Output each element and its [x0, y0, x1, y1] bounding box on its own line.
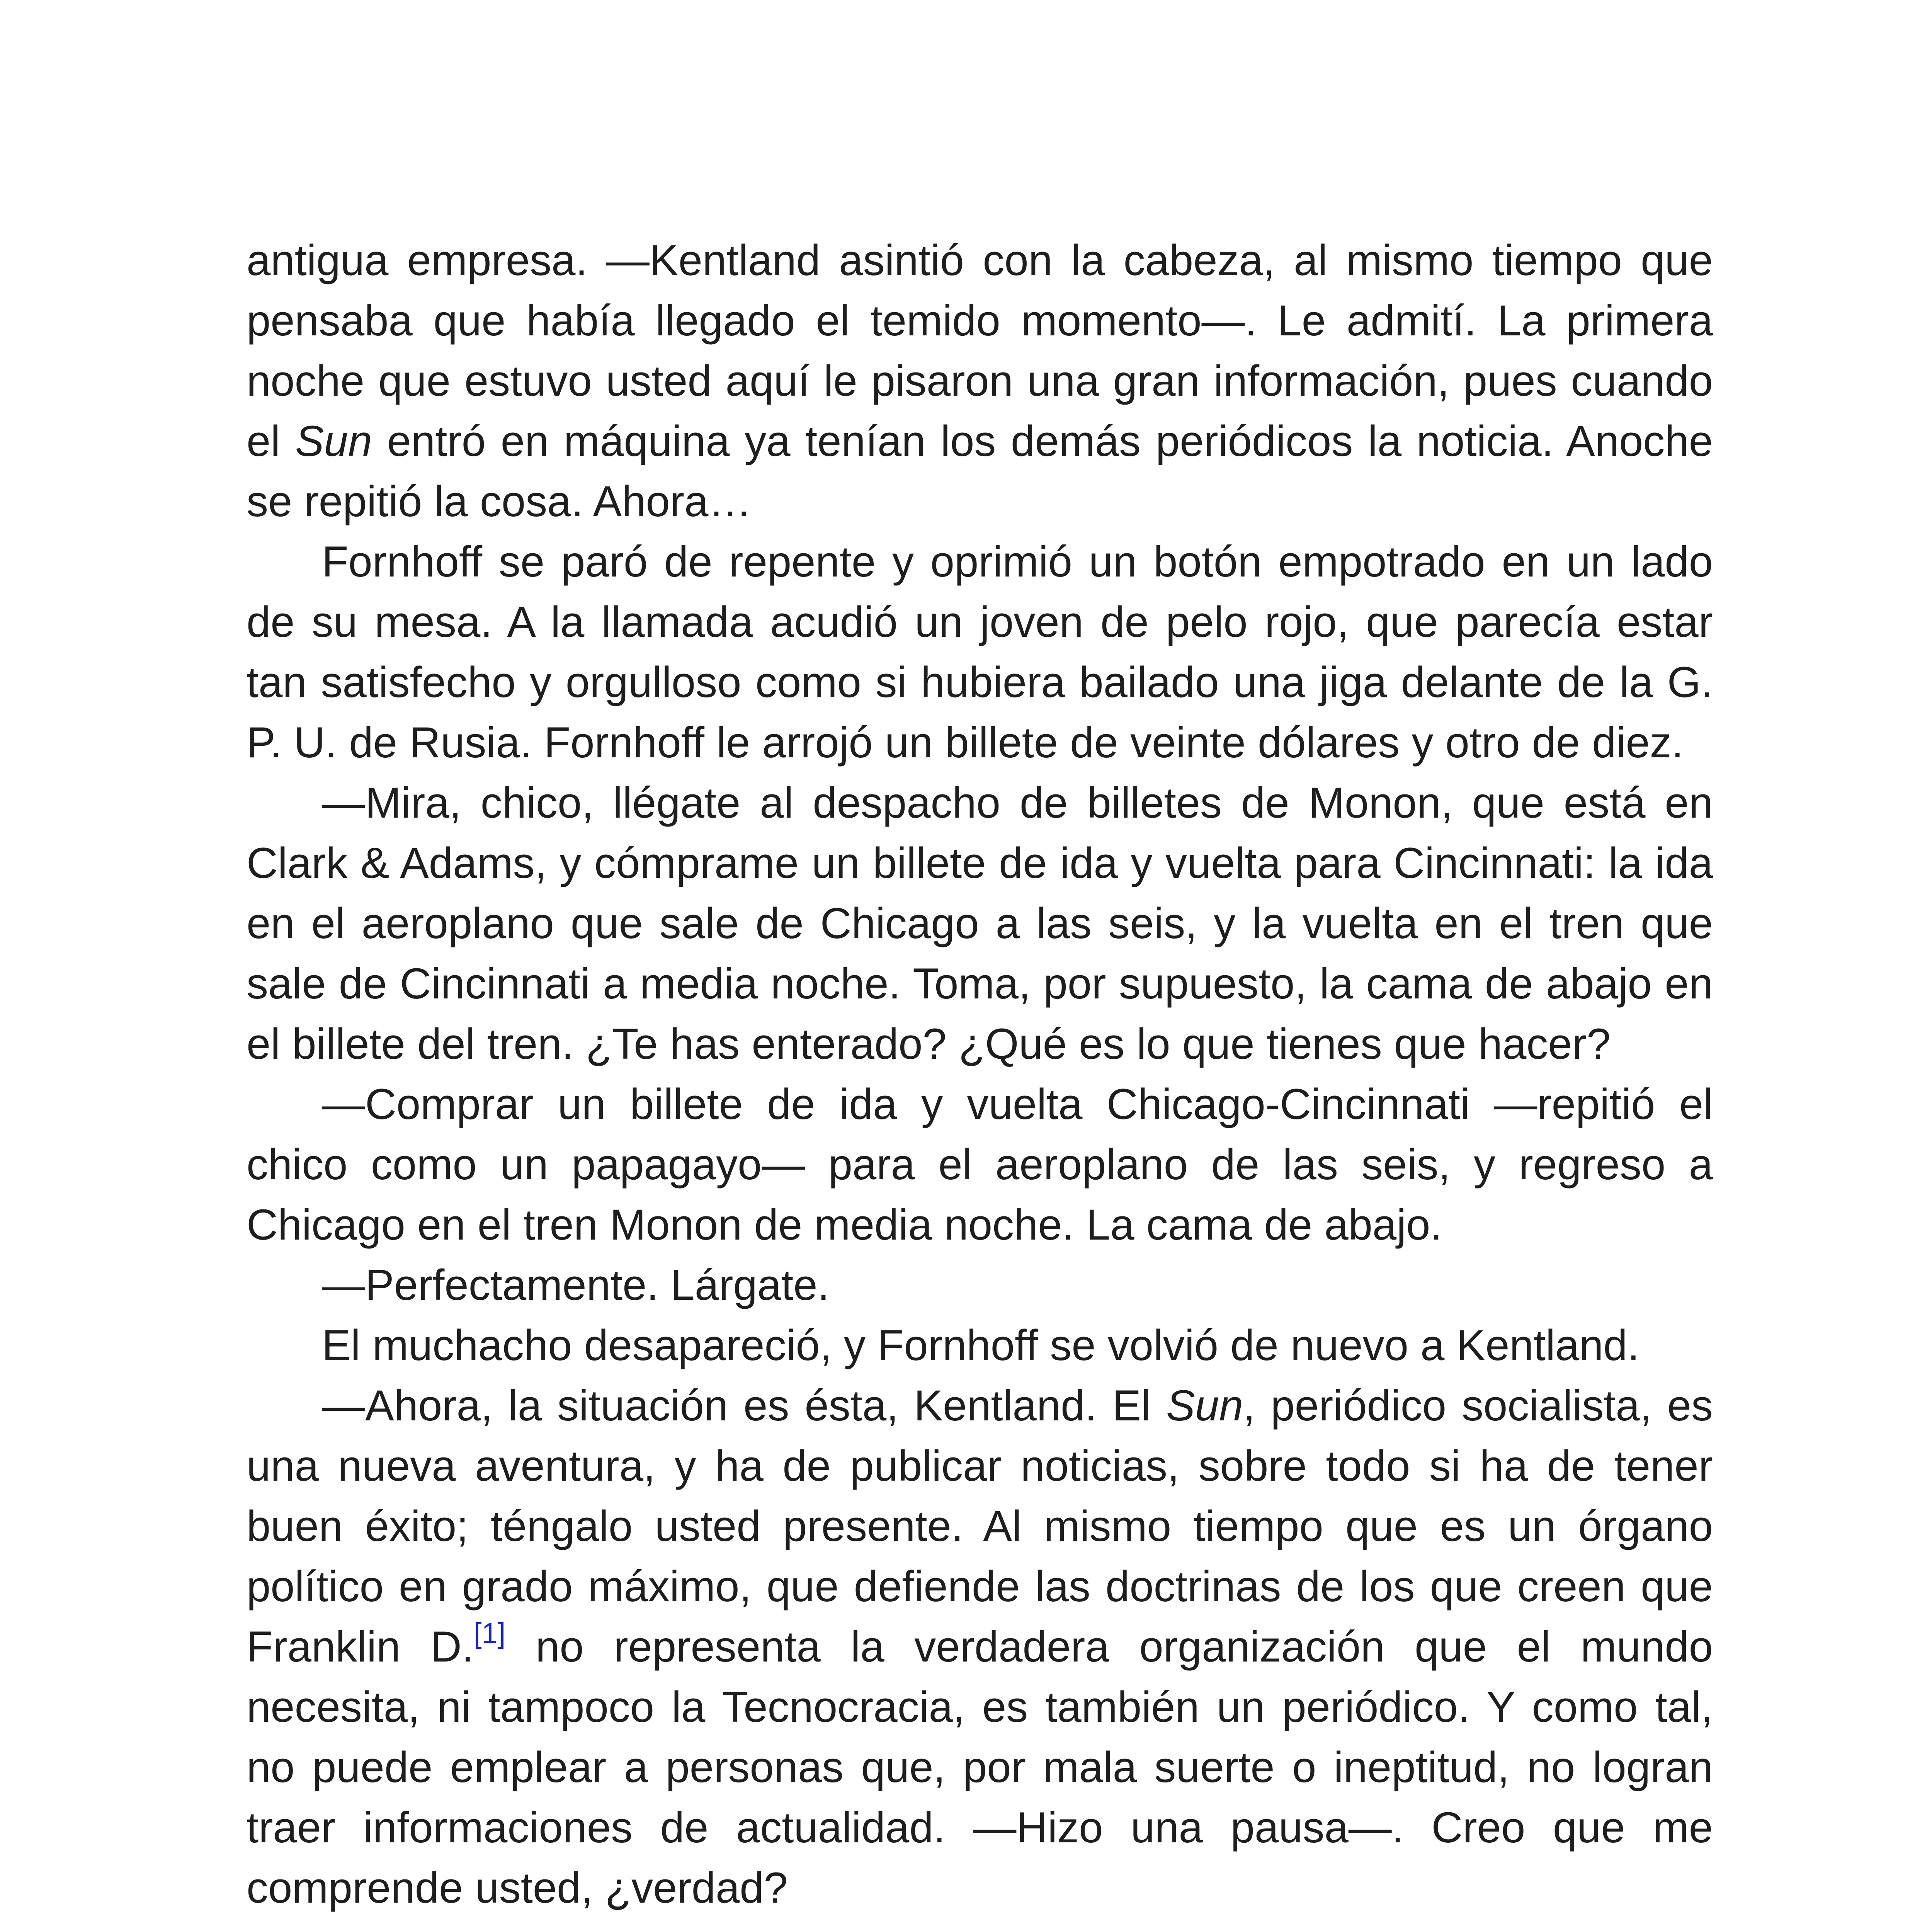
paragraph-text: , periódico socialista, es una nueva aventura, y ha de publicar noticias, sobre todo si ha de tener buen éxito; téngalo usted presente. Al mismo tiempo que es un órgano político en grado máximo, que defiende las doctrinas de los que creen que Franklin D.	[247, 1381, 1713, 1671]
paragraph	[247, 773, 1713, 1074]
book-page-text	[247, 230, 1713, 1918]
paragraph-text: El muchacho desapareció, y Fornhoff se volvió de nuevo a Kentland.	[322, 1321, 1639, 1369]
footnote-reference-link[interactable]: [1]	[474, 1617, 506, 1649]
paragraph-text: —Perfectamente. Lárgate.	[322, 1261, 830, 1309]
paragraph-text: no representa la verdadera organización que el mundo necesita, ni tampoco la Tecnocracia, es también un periódico. Y como tal, no puede emplear a personas que, por mala suerte o ineptitud, no logran traer informaciones de actualidad. —Hizo una pausa—. Creo que me comprende usted, ¿verdad?	[247, 1622, 1713, 1912]
paragraph	[247, 532, 1713, 773]
paragraph-text: Fornhoff se paró de repente y oprimió un botón empotrado en un lado de su mesa. A la llamada acudió un joven de pelo rojo, que parecía estar tan satisfecho y orgulloso como si hubiera bailado una jiga delante de la G. P. U. de Rusia. Fornhoff le arrojó un billete de veinte dólares y otro de diez.	[247, 537, 1713, 767]
paragraph-text: antigua empresa. —Kentland asintió con la cabeza, al mismo tiempo que pensaba que había llegado el temido momento—. Le admití. La primera noche que estuvo usted aquí le pisaron una gran información, pues cuando el	[247, 236, 1713, 465]
paragraph	[247, 1376, 1713, 1918]
paragraph-text: —Ahora, la situación es ésta, Kentland. El	[322, 1381, 1167, 1430]
italic-text: Sun	[295, 417, 372, 465]
paragraph-text: —Comprar un billete de ida y vuelta Chicago-Cincinnati —repitió el chico como un papagayo— para el aeroplano de las seis, y regreso a Chicago en el tren Monon de media noche. La cama de abajo.	[247, 1080, 1713, 1249]
paragraph-text: entró en máquina ya tenían los demás periódicos la noticia. Anoche se repitió la cosa. Ahora…	[247, 417, 1713, 526]
paragraph	[247, 1255, 1713, 1315]
paragraph	[247, 1315, 1713, 1376]
paragraph-text: —Mira, chico, llégate al despacho de billetes de Monon, que está en Clark & Adams, y cómprame un billete de ida y vuelta para Cincinnati: la ida en el aeroplano que sale de Chicago a las seis, y la vuelta en el tren que sale de Cincinnati a media noche. Toma, por supuesto, la cama de abajo en el billete del tren. ¿Te has enterado? ¿Qué es lo que tienes que hacer?	[247, 779, 1713, 1068]
paragraph	[247, 1074, 1713, 1255]
italic-text: Sun	[1166, 1381, 1243, 1430]
paragraph	[247, 230, 1713, 532]
